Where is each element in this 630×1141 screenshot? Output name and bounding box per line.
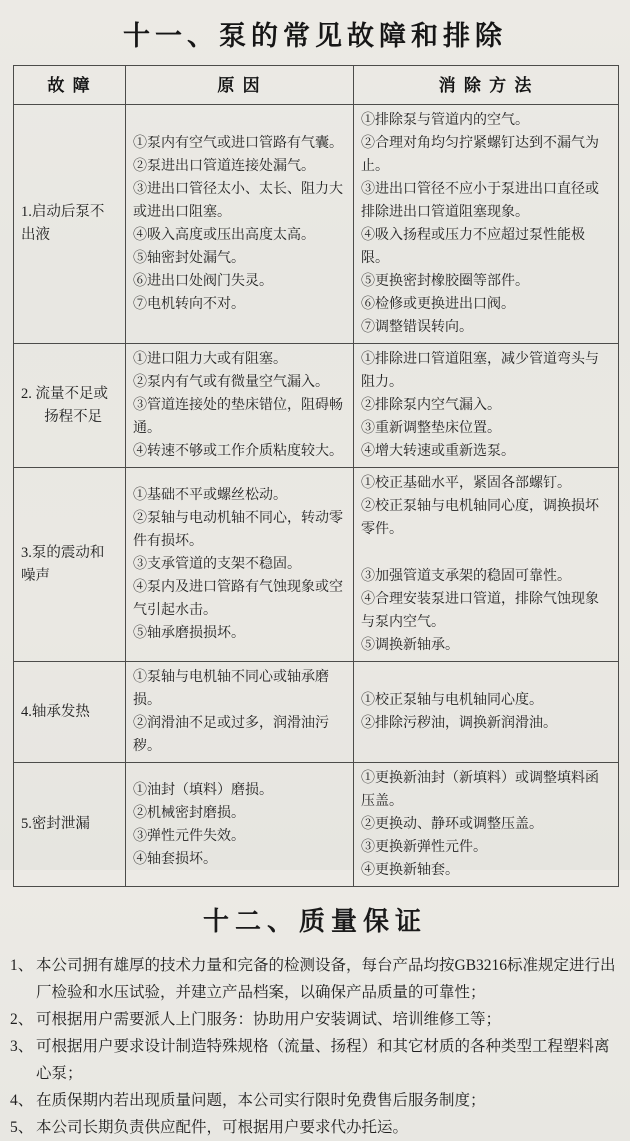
remedy-item: ④增大转速或重新选泵。 (361, 444, 515, 459)
causes-cell (126, 468, 354, 662)
fault-label: 3.泵的震动和噪声 (21, 544, 105, 584)
remedy-item: ④更换新轴套。 (361, 863, 459, 878)
remedy-item: ②排除污秽油，调换新润滑油。 (361, 716, 557, 731)
table-row (14, 662, 619, 763)
cause-item: ③管道连接处的垫床错位，阻碍畅通。 (133, 398, 343, 436)
causes-cell (126, 662, 354, 763)
fault-label: 4.轴承发热 (21, 703, 90, 720)
table-row (14, 344, 619, 468)
fault-cell (14, 105, 126, 344)
cause-item: ①油封（填料）磨损。 (133, 782, 273, 798)
remedy-item: ④吸入扬程或压力不应超过泵性能极限。 (361, 228, 585, 266)
quality-item-text: 可根据用户要求设计制造特殊规格（流量、扬程）和其它材质的各种类型工程塑料离心泵； (36, 1038, 610, 1082)
remedy-item: ⑤调换新轴承。 (361, 638, 459, 653)
quality-list (0, 952, 630, 1141)
remedies-cell (354, 344, 619, 468)
remedy-item: ⑥检修或更换进出口阀。 (361, 297, 515, 312)
quality-list-item (10, 952, 622, 1006)
fault-label: 2. 流量不足或 (21, 385, 108, 402)
fault-label: 1.启动后泵不出液 (21, 204, 105, 243)
table-row (14, 763, 619, 887)
remedy-item: ②校正泵轴与电机轴同心度，调换损坏零件。 (361, 499, 599, 537)
cause-item: ⑤轴承磨损损坏。 (133, 626, 245, 641)
remedy-item: ②排除泵内空气漏入。 (361, 398, 501, 413)
table-row (14, 468, 619, 662)
cause-item: ③弹性元件失效。 (133, 828, 245, 844)
column-header-cause: 原 因 (126, 66, 354, 105)
table-row (14, 105, 619, 344)
cause-item: ④轴套损坏。 (133, 851, 217, 867)
remedy-item: ②更换动、静环或调整压盖。 (361, 817, 543, 832)
fault-cell (14, 344, 126, 468)
fault-table (13, 65, 619, 887)
cause-item: ⑦电机转向不对。 (133, 297, 245, 312)
table-header-row (14, 66, 619, 105)
quality-item-number: 5、 (10, 1119, 34, 1136)
causes-cell (126, 105, 354, 344)
quality-item-text: 本公司拥有雄厚的技术力量和完备的检测设备，每台产品均按GB3216标准规定进行出厂检验和水压试验，并建立产品档案，以确保产品质量的可靠性； (36, 957, 616, 1001)
causes-cell (126, 763, 354, 887)
remedy-item: ⑤更换密封橡胶圈等部件。 (361, 274, 529, 289)
remedy-item: ⑦调整错误转向。 (361, 320, 473, 335)
cause-item: ③进出口管径太小、太长、阻力大或进出口阻塞。 (133, 182, 343, 220)
quality-item-number: 2、 (10, 1011, 34, 1028)
fault-cell (14, 763, 126, 887)
cause-item: ⑤轴密封处漏气。 (133, 251, 245, 266)
fault-label: 5.密封泄漏 (21, 816, 90, 832)
remedy-item: ①排除进口管道阻塞，减少管道弯头与阻力。 (361, 352, 599, 390)
cause-item: ①泵轴与电机轴不同心或轴承磨损。 (133, 670, 329, 708)
section-title-quality: 十二、质量保证 (202, 907, 427, 936)
fault-table-body (14, 105, 619, 887)
quality-list-item (10, 1006, 622, 1033)
column-header-fault: 故 障 (14, 66, 126, 105)
remedies-cell (354, 468, 619, 662)
fault-label: 扬程不足 (44, 408, 103, 425)
quality-item-text: 本公司长期负责供应配件，可根据用户要求代办托运。 (36, 1119, 409, 1136)
quality-list-item (10, 1087, 622, 1114)
cause-item: ③支承管道的支架不稳固。 (133, 557, 301, 572)
quality-item-number: 3、 (10, 1038, 34, 1055)
quality-list-item (10, 1033, 622, 1087)
remedy-item: ④合理安装泵进口管道，排除气蚀现象与泵内空气。 (361, 592, 599, 630)
cause-item: ④泵内及进口管路有气蚀现象或空气引起水击。 (133, 580, 343, 618)
remedy-item: ②合理对角均匀拧紧螺钉达到不漏气为止。 (361, 136, 599, 174)
remedy-item: ③重新调整垫床位置。 (361, 421, 501, 436)
cause-item: ②机械密封磨损。 (133, 805, 245, 821)
remedy-item: ①校正基础水平，紧固各部螺钉。 (361, 476, 571, 491)
remedy-item: ③进出口管径不应小于泵进出口直径或排除进出口管道阻塞现象。 (361, 182, 599, 220)
cause-item: ②润滑油不足或过多，润滑油污秽。 (133, 716, 329, 754)
cause-item: ②泵进出口管道连接处漏气。 (133, 159, 315, 174)
cause-item: ①进口阻力大或有阻塞。 (133, 352, 287, 367)
section-title-faults: 十一、泵的常见故障和排除 (123, 21, 507, 51)
quality-item-number: 4、 (10, 1092, 34, 1109)
fault-cell (14, 662, 126, 763)
remedy-item: ①更换新油封（新填料）或调整填料函压盖。 (361, 771, 599, 809)
cause-item: ②泵内有气或有微量空气漏入。 (133, 375, 329, 390)
cause-item: ⑥进出口处阀门失灵。 (133, 274, 273, 289)
cause-item: ②泵轴与电动机轴不同心，转动零件有损坏。 (133, 511, 343, 549)
remedy-item: ①校正泵轴与电机轴同心度。 (361, 693, 543, 708)
cause-item: ④吸入高度或压出高度太高。 (133, 228, 315, 243)
cause-item: ①基础不平或螺丝松动。 (133, 488, 287, 503)
fault-cell (14, 468, 126, 662)
remedy-item: ③更换新弹性元件。 (361, 840, 487, 855)
quality-list-item (10, 1114, 622, 1141)
remedies-cell (354, 105, 619, 344)
cause-item: ④转速不够或工作介质粘度较大。 (133, 444, 343, 459)
quality-item-text: 在质保期内若出现质量问题，本公司实行限时免费售后服务制度； (36, 1092, 486, 1109)
remedies-cell (354, 763, 619, 887)
quality-item-text: 可根据用户需要派人上门服务：协助用户安装调试、培训维修工等； (36, 1011, 502, 1028)
remedy-item: ③加强管道支承架的稳固可靠性。 (361, 569, 571, 584)
cause-item: ①泵内有空气或进口管路有气囊。 (133, 136, 343, 151)
causes-cell (126, 344, 354, 468)
remedies-cell (354, 662, 619, 763)
column-header-remedy: 消 除 方 法 (354, 66, 619, 105)
remedy-item: ①排除泵与管道内的空气。 (361, 113, 529, 128)
quality-item-number: 1、 (10, 957, 34, 974)
